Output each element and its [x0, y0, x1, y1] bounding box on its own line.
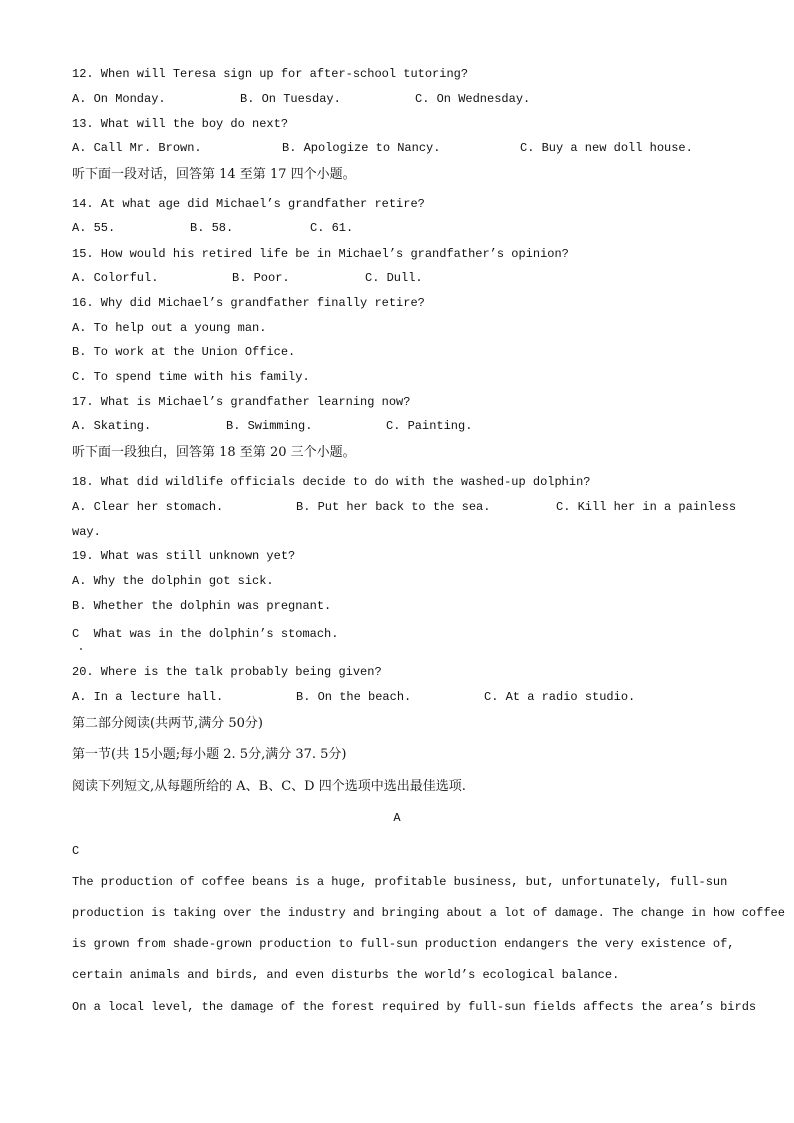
- q17-option-a: A. Skating.: [72, 419, 152, 433]
- q17-option-b: B. Swimming.: [226, 419, 313, 433]
- stray-mark: [80, 648, 82, 650]
- question-12: 12. When will Teresa sign up for after-school tutoring?: [72, 67, 469, 81]
- question-19: 19. What was still unknown yet?: [72, 549, 296, 563]
- q20-option-c: C. At a radio studio.: [484, 690, 636, 704]
- q18-option-a: A. Clear her stomach.: [72, 500, 224, 514]
- q16-option-b: B. To work at the Union Office.: [72, 345, 296, 359]
- listening-instruction-1: 听下面一段对话，回答第 14 至第 17 四个小题。: [72, 167, 356, 182]
- q15-option-b: B. Poor.: [232, 271, 290, 285]
- q13-option-a: A. Call Mr. Brown.: [72, 141, 202, 155]
- question-17: 17. What is Michael’s grandfather learning now?: [72, 395, 411, 409]
- q12-option-b: B. On Tuesday.: [240, 92, 341, 106]
- q20-option-b: B. On the beach.: [296, 690, 412, 704]
- q17-option-c: C. Painting.: [386, 419, 473, 433]
- passage-line: production is taking over the industry and bringing about a lot of damage. The change in how coffee: [72, 906, 785, 920]
- passage-letter-a: A: [393, 811, 401, 825]
- q14-option-a: A. 55.: [72, 221, 116, 235]
- q19-option-c: C What was in the dolphin’s stomach.: [72, 627, 339, 641]
- question-16: 16. Why did Michael’s grandfather finally retire?: [72, 296, 425, 310]
- section-one-heading: 第一节(共 15小题;每小题 2. 5分,满分 37. 5分): [72, 747, 347, 762]
- q19-option-b: B. Whether the dolphin was pregnant.: [72, 599, 332, 613]
- q14-option-c: C. 61.: [310, 221, 354, 235]
- q16-option-c: C. To spend time with his family.: [72, 370, 310, 384]
- q12-option-c: C. On Wednesday.: [415, 92, 531, 106]
- question-15: 15. How would his retired life be in Michael’s grandfather’s opinion?: [72, 247, 569, 261]
- q13-option-b: B. Apologize to Nancy.: [282, 141, 441, 155]
- q14-option-b: B. 58.: [190, 221, 234, 235]
- passage-line: is grown from shade-grown production to full-sun production endangers the very existence of,: [72, 937, 735, 951]
- question-18: 18. What did wildlife officials decide to do with the washed-up dolphin?: [72, 475, 591, 489]
- listening-instruction-2: 听下面一段独白，回答第 18 至第 20 三个小题。: [72, 445, 356, 460]
- q18-option-c-continued: way.: [72, 525, 101, 539]
- q15-option-a: A. Colorful.: [72, 271, 159, 285]
- q18-option-c: C. Kill her in a painless: [556, 500, 737, 514]
- q20-option-a: A. In a lecture hall.: [72, 690, 224, 704]
- passage-line: certain animals and birds, and even disturbs the world’s ecological balance.: [72, 968, 620, 982]
- question-20: 20. Where is the talk probably being given?: [72, 665, 382, 679]
- part-two-heading: 第二部分阅读(共两节,满分 50分): [72, 716, 263, 731]
- q18-option-b: B. Put her back to the sea.: [296, 500, 491, 514]
- question-14: 14. At what age did Michael’s grandfather retire?: [72, 197, 425, 211]
- passage-line: On a local level, the damage of the forest required by full-sun fields affects the area’s birds: [72, 1000, 757, 1014]
- q15-option-c: C. Dull.: [365, 271, 423, 285]
- passage-line: The production of coffee beans is a huge, profitable business, but, unfortunately, full-sun: [72, 875, 728, 889]
- q16-option-a: A. To help out a young man.: [72, 321, 267, 335]
- question-13: 13. What will the boy do next?: [72, 117, 289, 131]
- reading-instruction: 阅读下列短文,从每题所给的 A、B、C、D 四个选项中选出最佳选项.: [72, 779, 466, 794]
- q19-option-a: A. Why the dolphin got sick.: [72, 574, 274, 588]
- passage-letter-c: C: [72, 844, 80, 858]
- q12-option-a: A. On Monday.: [72, 92, 166, 106]
- q13-option-c: C. Buy a new doll house.: [520, 141, 693, 155]
